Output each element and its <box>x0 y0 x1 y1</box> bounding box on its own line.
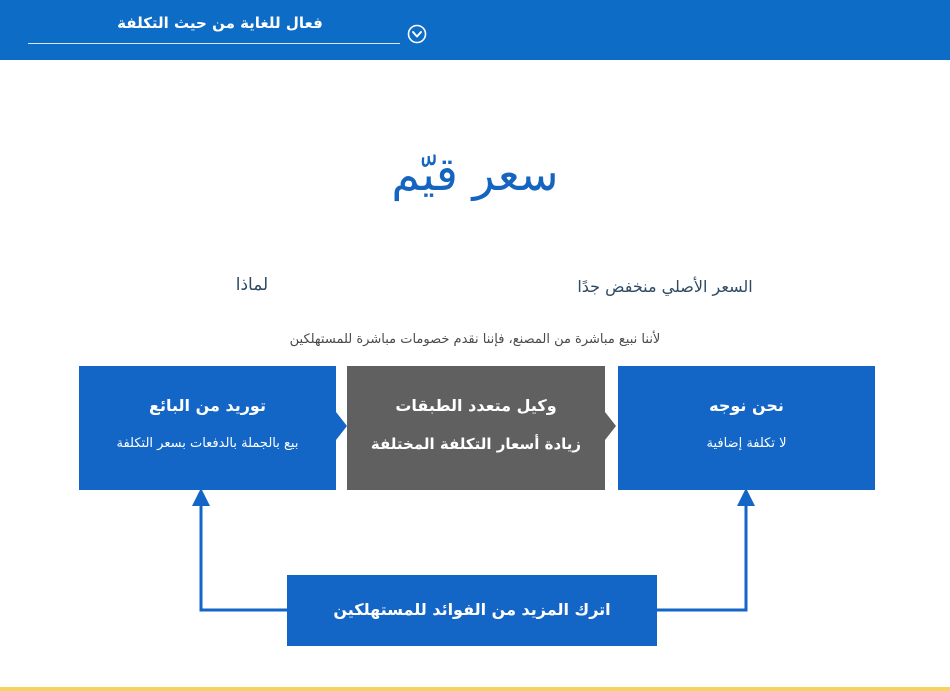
header-title: فعال للغاية من حيث التكلفة <box>117 14 323 32</box>
we-direct-box <box>618 366 875 490</box>
left-arrowhead <box>192 488 210 506</box>
multi-tier-agent-subtitle: زيادة أسعار التكلفة المختلفة <box>370 435 582 453</box>
we-direct-subtitle: لا تكلفة إضافية <box>706 436 787 451</box>
consumer-benefit-label: اترك المزيد من الفوائد للمستهلكين <box>333 600 611 619</box>
left-connector-line <box>201 505 287 610</box>
factory-direct-explanation: لأننا نبيع مباشرة من المصنع، فإننا نقدم خصومات مباشرة للمستهلكين <box>289 332 661 347</box>
page-title: سعر قيّم <box>391 147 559 201</box>
right-connector-line <box>657 505 746 610</box>
vendor-supply-box <box>79 366 336 490</box>
arrow-notch <box>336 412 347 440</box>
multi-tier-agent-title: وكيل متعدد الطبقات <box>395 396 557 415</box>
bottom-accent-strip <box>0 687 950 691</box>
multi-tier-agent-box <box>347 366 605 490</box>
arrow-notch <box>605 412 616 440</box>
original-price-label: السعر الأصلي منخفض جدًا <box>577 277 753 296</box>
header-underline <box>28 43 400 44</box>
we-direct-title: نحن نوجه <box>709 396 784 415</box>
vendor-supply-subtitle: بيع بالجملة بالدفعات بسعر التكلفة <box>116 436 299 451</box>
vendor-supply-title: توريد من البائع <box>149 396 266 415</box>
chevron-down-icon[interactable] <box>407 24 427 44</box>
why-label: لماذا <box>235 275 269 295</box>
right-arrowhead <box>737 488 755 506</box>
consumer-benefit-box <box>287 575 657 646</box>
header-bar <box>0 0 950 60</box>
